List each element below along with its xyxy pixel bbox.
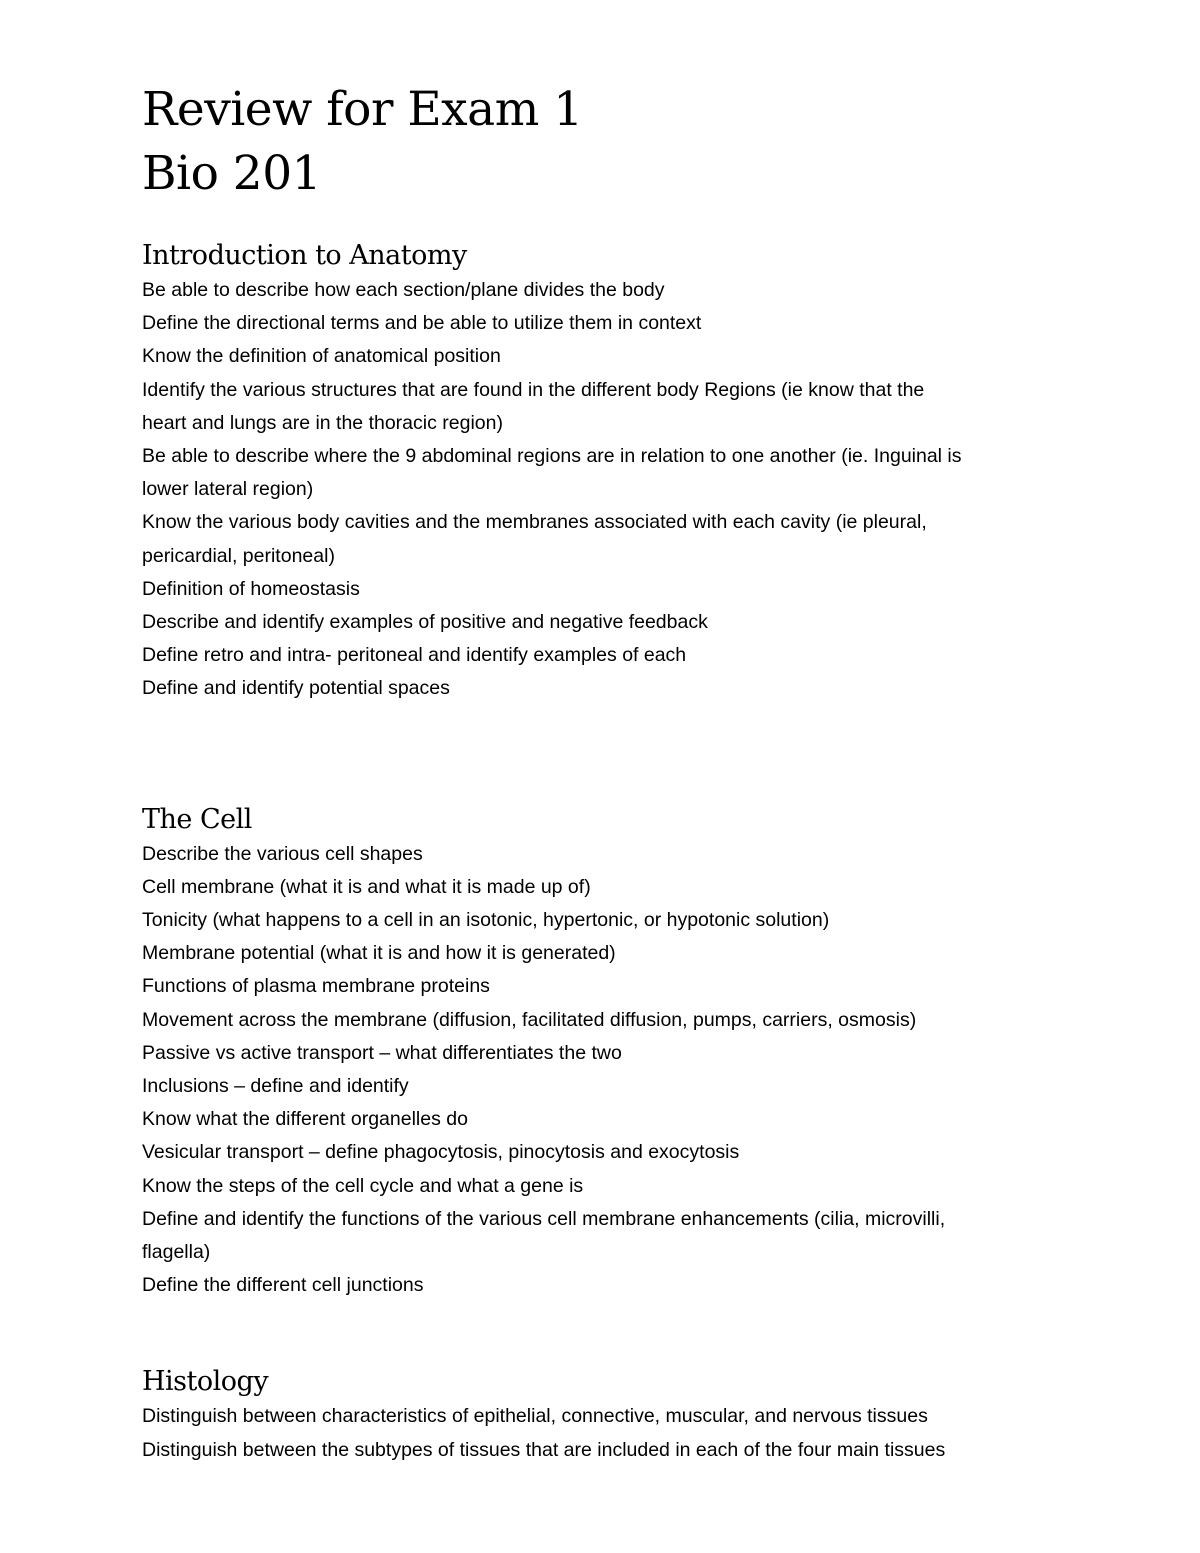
objective-item: Passive vs active transport – what differentiates the two xyxy=(142,1041,622,1064)
objective-item: Inclusions – define and identify xyxy=(142,1075,409,1098)
objective-item: Describe the various cell shapes xyxy=(142,842,423,865)
objective-item: flagella) xyxy=(142,1241,211,1264)
objective-item: Describe and identify examples of positive and negative feedback xyxy=(142,611,708,634)
objective-item: Movement across the membrane (diffusion, facilitated diffusion, pumps, carriers, osmosis) xyxy=(142,1008,917,1031)
document-subtitle: Bio 201 xyxy=(142,146,322,201)
section-heading: The Cell xyxy=(142,803,252,835)
objective-item: Know the various body cavities and the membranes associated with each cavity (ie pleural, xyxy=(142,511,927,534)
objective-item: Definition of homeostasis xyxy=(142,577,360,600)
objective-item: Be able to describe where the 9 abdominal regions are in relation to one another (ie. Inguinal is xyxy=(142,445,962,468)
objective-item: Distinguish between the subtypes of tissues that are included in each of the four main tissues xyxy=(142,1438,946,1461)
objective-item: Define and identify potential spaces xyxy=(142,677,450,700)
section-heading: Introduction to Anatomy xyxy=(142,240,467,271)
section-introduction-to-anatomy xyxy=(142,238,1072,706)
objective-item: Know the steps of the cell cycle and what a gene is xyxy=(142,1174,584,1197)
objective-item: Know what the different organelles do xyxy=(142,1108,468,1131)
section-the-cell xyxy=(142,802,1072,1303)
objective-item: Define the different cell junctions xyxy=(142,1274,424,1297)
objective-item: Know the definition of anatomical position xyxy=(142,345,501,368)
objective-item: pericardial, peritoneal) xyxy=(142,544,335,567)
section-heading: Histology xyxy=(142,1366,269,1398)
objective-item: Vesicular transport – define phagocytosis, pinocytosis and exocytosis xyxy=(142,1141,740,1164)
objective-item: Functions of plasma membrane proteins xyxy=(142,975,490,998)
objective-list xyxy=(142,1400,1072,1466)
document-page xyxy=(142,78,1072,1467)
document-title: Review for Exam 1 xyxy=(142,82,583,137)
objective-item: Be able to describe how each section/plane divides the body xyxy=(142,279,665,301)
objective-item: lower lateral region) xyxy=(142,478,314,501)
objective-item: Define and identify the functions of the various cell membrane enhancements (cilia, microvilli, xyxy=(142,1207,946,1230)
objective-item: Identify the various structures that are found in the different body Regions (ie know that the xyxy=(142,378,925,401)
objective-item: Define the directional terms and be able to utilize them in context xyxy=(142,312,702,335)
objective-list xyxy=(142,274,1072,706)
objective-item: heart and lungs are in the thoracic region) xyxy=(142,411,503,434)
objective-item: Define retro and intra- peritoneal and identify examples of each xyxy=(142,644,687,667)
objective-list xyxy=(142,838,1072,1303)
section-histology xyxy=(142,1364,1072,1466)
objective-item: Cell membrane (what it is and what it is made up of) xyxy=(142,875,591,898)
objective-item: Distinguish between characteristics of epithelial, connective, muscular, and nervous tissues xyxy=(142,1405,928,1428)
objective-item: Membrane potential (what it is and how it is generated) xyxy=(142,942,616,965)
objective-item: Tonicity (what happens to a cell in an isotonic, hypertonic, or hypotonic solution) xyxy=(142,909,830,932)
